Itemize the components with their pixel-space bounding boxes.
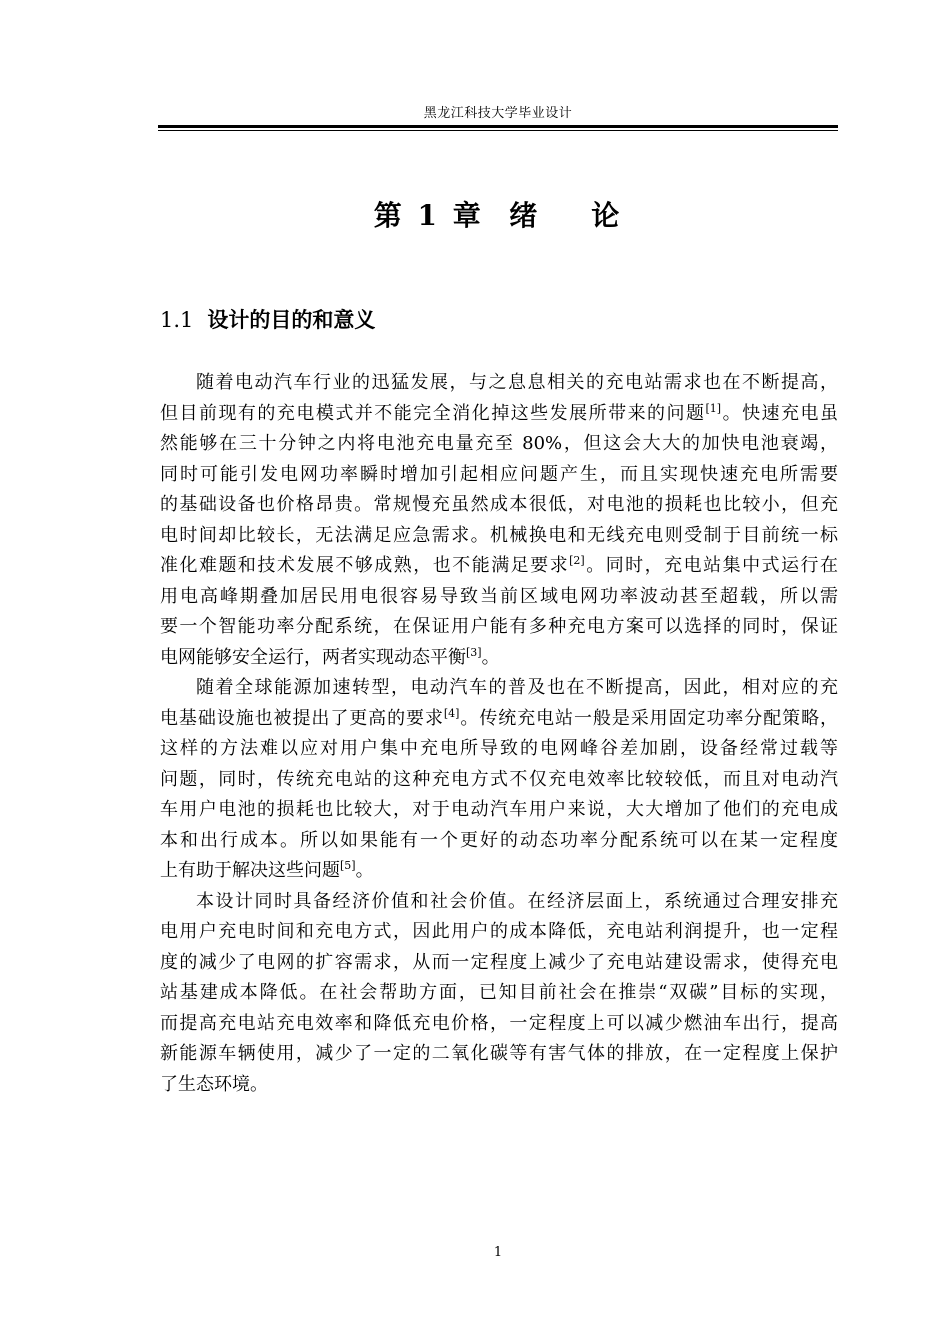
text-line — [160, 856, 838, 887]
citation-reference: [4] — [443, 706, 460, 720]
line-text: 问题，同时，传统充电站的这种充电方式不仅充电效率比较较低，而且对电动汽 — [160, 768, 838, 790]
text-line — [160, 978, 838, 1009]
text-line — [160, 643, 838, 674]
text-line — [160, 612, 838, 643]
line-text: 然能够在三十分钟之内将电池充电量充至 80%，但这会大大的加快电池衰竭， — [160, 433, 838, 454]
line-text: 上有助于解决这些问题 — [160, 860, 340, 881]
citation-reference: [2] — [569, 554, 585, 567]
paragraph — [160, 368, 838, 673]
line-text: 站基建成本降低。在社会帮助方面，已知目前社会在推崇“双碳”目标的实现， — [160, 982, 838, 1003]
section-number: 1.1 — [160, 308, 194, 332]
text-line — [160, 765, 838, 796]
text-line — [160, 826, 838, 857]
line-text: 同时可能引发电网功率瞬时增加引起相应问题产生，而且实现快速充电所需要 — [160, 463, 838, 485]
line-text: 了生态环境。 — [160, 1073, 268, 1095]
citation-reference: [3] — [466, 645, 482, 659]
header-rule-thick — [158, 125, 838, 128]
text-line — [160, 917, 838, 948]
text-line — [160, 948, 838, 979]
line-text-continued: 。同时，充电站集中式运行在 — [584, 555, 838, 576]
header-rule-thin — [158, 130, 838, 131]
line-text: 电用户充电时间和充电方式，因此用户的成本降低，充电站利润提升，也一定程 — [160, 921, 838, 942]
line-text: 电时间却比较长，无法满足应急需求。机械换电和无线充电则受制于目前统一标 — [160, 524, 838, 546]
line-text: 电基础设施也被提出了更高的要求 — [160, 707, 444, 729]
text-line — [160, 551, 838, 582]
body-text — [160, 368, 838, 1100]
section-heading — [160, 304, 375, 336]
line-text: 这样的方法难以应对用户集中充电所导致的电网峰谷差加剧，设备经常过载等 — [160, 738, 838, 759]
line-text: 而提高充电站充电效率和降低充电价格，一定程度上可以减少燃油车出行，提高 — [160, 1012, 838, 1034]
line-text: 要一个智能功率分配系统，在保证用户能有多种充电方案可以选择的同时，保证 — [160, 616, 838, 637]
text-line — [160, 1070, 838, 1101]
line-text: 本设计同时具备经济价值和社会价值。在经济层面上，系统通过合理安排充 — [196, 890, 838, 912]
text-line — [160, 399, 838, 430]
line-text-continued: 。传统充电站一般是采用固定功率分配策略， — [459, 707, 838, 729]
line-text: 随着电动汽车行业的迅猛发展，与之息息相关的充电站需求也在不断提高， — [196, 372, 838, 393]
running-header: 黑龙江科技大学毕业设计 — [423, 106, 573, 121]
text-line — [160, 673, 838, 704]
citation-reference: [5] — [340, 859, 356, 872]
text-line — [160, 429, 838, 460]
text-line — [160, 521, 838, 552]
line-text: 本和出行成本。所以如果能有一个更好的动态功率分配系统可以在某一定程度 — [160, 829, 838, 851]
line-text: 的基础设备也价格昂贵。常规慢充虽然成本很低，对电池的损耗也比较小，但充 — [160, 494, 838, 515]
chapter-title: 第 1 章 绪 论 — [373, 199, 623, 232]
text-line — [160, 368, 838, 399]
text-line — [160, 887, 838, 918]
text-line — [160, 734, 838, 765]
line-text: 车用户电池的损耗也比较大，对于电动汽车用户来说，大大增加了他们的充电成 — [160, 799, 838, 820]
line-text: 度的减少了电网的扩容需求，从而一定程度上减少了充电站建设需求，使得充电 — [160, 951, 838, 973]
line-text-continued: 。 — [481, 646, 500, 668]
text-line — [160, 1039, 838, 1070]
text-line — [160, 795, 838, 826]
line-text-continued: 。 — [355, 860, 374, 881]
section-title: 设计的目的和意义 — [207, 307, 376, 332]
citation-reference: [1] — [705, 401, 722, 415]
text-line — [160, 490, 838, 521]
line-text: 随着全球能源加速转型，电动汽车的普及也在不断提高，因此，相对应的充 — [196, 677, 838, 698]
text-line — [160, 460, 838, 491]
text-line — [160, 1009, 838, 1040]
page-number: 1 — [493, 1245, 503, 1260]
line-text: 电网能够安全运行，两者实现动态平衡 — [160, 646, 466, 668]
line-text: 用电高峰期叠加居民用电很容易导致当前区域电网功率波动甚至超载，所以需 — [160, 585, 838, 607]
line-text-continued: 。快速充电虽 — [721, 402, 838, 424]
paragraph — [160, 673, 838, 887]
text-line — [160, 704, 838, 735]
line-text: 准化难题和技术发展不够成熟，也不能满足要求 — [160, 555, 570, 576]
line-text: 但目前现有的充电模式并不能完全消化掉这些发展所带来的问题 — [160, 402, 706, 424]
paragraph — [160, 887, 838, 1101]
text-line — [160, 582, 838, 613]
line-text: 新能源车辆使用，减少了一定的二氧化碳等有害气体的排放，在一定程度上保护 — [160, 1043, 838, 1064]
